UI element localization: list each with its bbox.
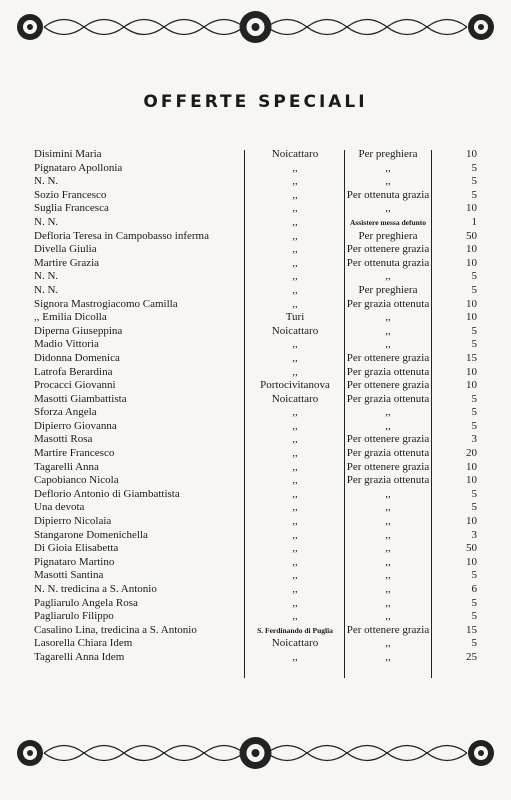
offering-reason: ,, — [385, 501, 391, 514]
offering-amount: 10 — [466, 148, 477, 160]
offering-amount: 5 — [471, 392, 477, 405]
offering-amount: 10 — [466, 202, 477, 215]
offering-reason: ,, — [385, 338, 391, 351]
table-row — [0, 488, 511, 502]
donor-name: Suglia Francesca — [34, 202, 109, 215]
offering-amount: 10 — [466, 243, 477, 256]
offering-reason: Per ottenere grazia — [346, 623, 430, 636]
offering-reason: ,, — [385, 270, 391, 283]
donor-place: ,, — [292, 515, 298, 528]
offering-amount: 15 — [466, 351, 477, 364]
donor-name: Masotti Santina — [34, 569, 104, 582]
table-row — [0, 637, 511, 651]
table-row — [0, 379, 511, 393]
offering-reason: ,, — [385, 528, 391, 541]
donor-place: ,, — [292, 243, 298, 256]
donor-place: ,, — [292, 528, 298, 541]
offering-reason: ,, — [385, 637, 391, 650]
donor-place: ,, — [292, 270, 298, 283]
donor-place: ,, — [292, 188, 298, 201]
offering-amount: 50 — [466, 229, 477, 242]
donor-place: ,, — [292, 365, 298, 378]
donor-name: N. N. — [34, 270, 59, 283]
offering-amount: 5 — [471, 188, 477, 201]
offering-reason: Per ottenere grazia — [346, 351, 430, 364]
offering-reason: Per ottenuta grazia — [346, 256, 430, 269]
donor-name: N. N. — [34, 175, 59, 188]
table-row — [0, 216, 511, 230]
table-row — [0, 610, 511, 624]
offering-amount: 3 — [471, 528, 477, 541]
donor-place: ,, — [292, 338, 298, 351]
offering-reason: ,, — [385, 419, 391, 432]
donor-name: Disimini Maria — [34, 148, 102, 160]
offering-amount: 5 — [471, 569, 477, 582]
offering-amount: 10 — [466, 555, 477, 568]
donor-place: Portocivitanova — [260, 379, 330, 392]
donor-place: ,, — [292, 406, 298, 419]
table-row — [0, 393, 511, 407]
table-row — [0, 338, 511, 352]
offering-amount: 5 — [471, 419, 477, 432]
offering-amount: 5 — [471, 406, 477, 419]
offering-reason: Per grazia ottenuta — [346, 392, 430, 405]
offering-amount: 25 — [466, 650, 477, 663]
table-row — [0, 202, 511, 216]
donor-name: Tagarelli Anna — [34, 460, 99, 473]
donor-place: ,, — [292, 351, 298, 364]
offering-reason: Per grazia ottenuta — [346, 447, 430, 460]
table-row — [0, 189, 511, 203]
offering-reason: ,, — [385, 610, 391, 623]
offering-amount: 5 — [471, 338, 477, 351]
decorative-border-bottom — [14, 734, 497, 772]
offering-reason: Per ottenere grazia — [346, 433, 430, 446]
donor-place: Noicattaro — [271, 148, 319, 160]
offering-amount: 1 — [471, 215, 477, 228]
offering-reason: ,, — [385, 569, 391, 582]
offering-reason: Per ottenere grazia — [346, 243, 430, 256]
table-row — [0, 175, 511, 189]
offering-amount: 6 — [471, 583, 477, 595]
offering-amount: 20 — [466, 447, 477, 460]
table-row — [0, 556, 511, 570]
donor-name: Pignataro Apollonia — [34, 161, 123, 174]
table-row — [0, 366, 511, 380]
offering-amount: 5 — [471, 324, 477, 337]
offering-amount: 5 — [471, 175, 477, 188]
donor-name: Di Gioia Elisabetta — [34, 542, 119, 555]
donor-name: Casalino Lina, tredicina a S. Antonio — [34, 623, 197, 636]
donor-name: ,, Emilia Dicolla — [34, 311, 107, 324]
donor-name: Pignataro Martino — [34, 555, 115, 568]
table-row — [0, 243, 511, 257]
donor-place: ,, — [292, 501, 298, 514]
donor-name: Martire Francesco — [34, 447, 115, 460]
table-row — [0, 447, 511, 461]
table-row — [0, 569, 511, 583]
table-row — [0, 325, 511, 339]
offering-reason: ,, — [385, 161, 391, 174]
donor-place: ,, — [292, 610, 298, 623]
offering-amount: 5 — [471, 610, 477, 623]
donor-place: ,, — [292, 569, 298, 582]
offering-reason: ,, — [385, 487, 391, 500]
table-row — [0, 529, 511, 543]
decorative-border-top — [14, 8, 497, 46]
donor-place: ,, — [292, 555, 298, 568]
donor-place: ,, — [292, 161, 298, 174]
table-row — [0, 420, 511, 434]
donor-place: ,, — [292, 215, 298, 228]
donor-place: S. Ferdinando di Puglia — [257, 625, 333, 635]
donor-place: ,, — [292, 650, 298, 663]
offering-reason: ,, — [385, 583, 391, 595]
offering-amount: 15 — [466, 623, 477, 636]
donor-place: ,, — [292, 202, 298, 215]
table-row — [0, 311, 511, 325]
donor-name: N. N. — [34, 283, 59, 296]
donor-name: Dipierro Nicolaia — [34, 515, 112, 528]
donor-name: Martire Grazia — [34, 256, 100, 269]
offering-amount: 5 — [471, 501, 477, 514]
donor-name: Stangarone Domenichella — [34, 528, 148, 541]
offering-amount: 10 — [466, 460, 477, 473]
table-row — [0, 230, 511, 244]
donor-place: Noicattaro — [271, 637, 319, 650]
donor-place: Noicattaro — [271, 324, 319, 337]
offering-reason: ,, — [385, 555, 391, 568]
donor-place: ,, — [292, 583, 298, 595]
offering-amount: 10 — [466, 311, 477, 324]
table-row — [0, 461, 511, 475]
donor-place: ,, — [292, 487, 298, 500]
offering-reason: ,, — [385, 596, 391, 609]
donor-name: Lasorella Chiara Idem — [34, 637, 133, 650]
offering-reason: ,, — [385, 175, 391, 188]
donor-name: Tagarelli Anna Idem — [34, 650, 125, 663]
offering-amount: 10 — [466, 515, 477, 528]
offering-amount: 5 — [471, 637, 477, 650]
donor-name: Latrofa Berardina — [34, 365, 113, 378]
donor-place: Noicattaro — [271, 392, 319, 405]
donor-place: ,, — [292, 433, 298, 446]
table-row — [0, 257, 511, 271]
donor-name: Divella Giulia — [34, 243, 97, 256]
donor-name: Masotti Rosa — [34, 433, 93, 446]
donor-place: ,, — [292, 542, 298, 555]
table-row — [0, 406, 511, 420]
table-row — [0, 651, 511, 665]
table-row — [0, 433, 511, 447]
donor-place: ,, — [292, 229, 298, 242]
offering-reason: Per preghiera — [358, 283, 418, 296]
donor-name: Sozio Francesco — [34, 188, 107, 201]
donor-place: ,, — [292, 447, 298, 460]
donor-name: Una devota — [34, 501, 85, 514]
offering-amount: 5 — [471, 283, 477, 296]
table-row — [0, 542, 511, 556]
donor-name: Pagliarulo Angela Rosa — [34, 596, 138, 609]
offering-reason: ,, — [385, 311, 391, 324]
donor-name: Deflorio Antonio di Giambattista — [34, 487, 180, 500]
offering-amount: 5 — [471, 270, 477, 283]
donor-place: ,, — [292, 283, 298, 296]
table-row — [0, 148, 511, 162]
donor-name: Masotti Giambattista — [34, 392, 127, 405]
donor-name: Capobianco Nicola — [34, 474, 119, 487]
offering-amount: 10 — [466, 365, 477, 378]
offering-reason: Per ottenere grazia — [346, 379, 430, 392]
offering-amount: 5 — [471, 161, 477, 174]
offerings-table — [0, 148, 511, 665]
offering-reason: Assistere messa defunto — [349, 217, 427, 227]
donor-name: Signora Mastrogiacomo Camilla — [34, 297, 178, 310]
offering-reason: Per grazia ottenuta — [346, 365, 430, 378]
donor-place: ,, — [292, 419, 298, 432]
donor-place: Turi — [285, 311, 305, 324]
table-row — [0, 284, 511, 298]
donor-name: Dipierro Giovanna — [34, 419, 117, 432]
donor-place: ,, — [292, 596, 298, 609]
offering-amount: 50 — [466, 542, 477, 555]
table-row — [0, 597, 511, 611]
offering-reason: Per grazia ottenuta — [346, 474, 430, 487]
page-title: OFFERTE SPECIALI — [143, 92, 368, 112]
offering-amount: 5 — [471, 487, 477, 500]
donor-place: ,, — [292, 175, 298, 188]
table-row — [0, 583, 511, 597]
offering-reason: ,, — [385, 515, 391, 528]
table-row — [0, 298, 511, 312]
offering-reason: ,, — [385, 542, 391, 555]
offering-amount: 5 — [471, 596, 477, 609]
offering-amount: 10 — [466, 297, 477, 310]
offering-reason: Per preghiera — [358, 229, 418, 242]
offering-amount: 10 — [466, 379, 477, 392]
donor-name: Sforza Angela — [34, 406, 97, 419]
offering-reason: Per grazia ottenuta — [346, 297, 430, 310]
donor-name: Madio Vittoria — [34, 338, 99, 351]
table-row — [0, 352, 511, 366]
donor-place: ,, — [292, 297, 298, 310]
offering-amount: 10 — [466, 474, 477, 487]
donor-name: Defloria Teresa in Campobasso inferma — [34, 229, 209, 242]
donor-name: Procacci Giovanni — [34, 379, 116, 392]
table-row — [0, 270, 511, 284]
table-row — [0, 474, 511, 488]
table-row — [0, 501, 511, 515]
donor-place: ,, — [292, 460, 298, 473]
table-row — [0, 162, 511, 176]
offering-reason: ,, — [385, 406, 391, 419]
offering-reason: Per ottenuta grazia — [346, 188, 430, 201]
table-row — [0, 624, 511, 638]
donor-name: Didonna Domenica — [34, 351, 120, 364]
donor-name: N. N. tredicina a S. Antonio — [34, 583, 157, 595]
donor-name: Diperna Giuseppina — [34, 324, 123, 337]
offering-amount: 10 — [466, 256, 477, 269]
donor-name: N. N. — [34, 215, 59, 228]
donor-place: ,, — [292, 256, 298, 269]
donor-place: ,, — [292, 474, 298, 487]
offering-reason: ,, — [385, 324, 391, 337]
offering-reason: ,, — [385, 202, 391, 215]
offering-reason: Per ottenere grazia — [346, 460, 430, 473]
offering-amount: 3 — [471, 433, 477, 446]
offering-reason: ,, — [385, 650, 391, 663]
offering-reason: Per preghiera — [358, 148, 418, 160]
table-row — [0, 515, 511, 529]
donor-name: Pagliarulo Filippo — [34, 610, 114, 623]
